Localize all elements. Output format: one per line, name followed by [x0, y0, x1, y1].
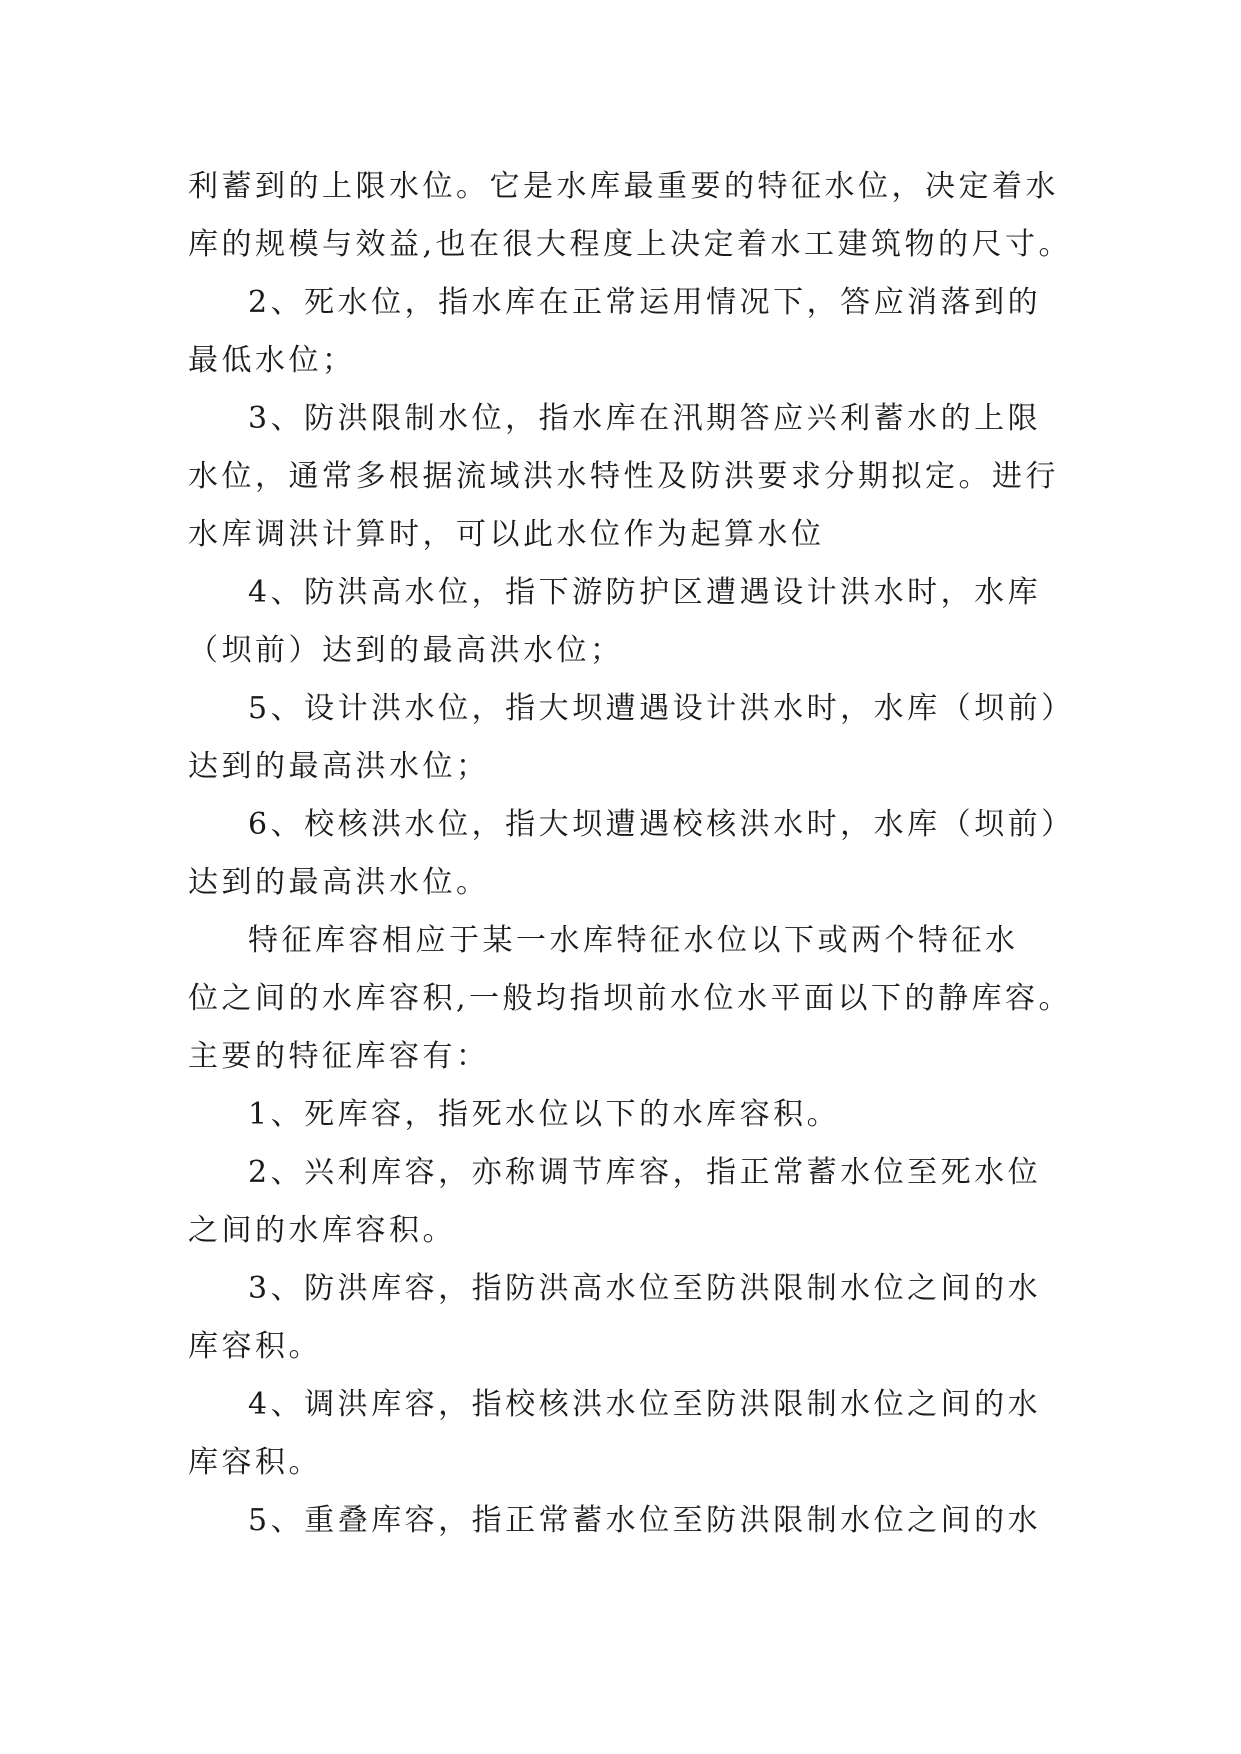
text-line: （坝前）达到的最高洪水位； [188, 633, 624, 668]
text-line: 库的规模与效益,也在很大程度上决定着水工建筑物的尺寸。 [188, 227, 1073, 262]
text-line: 4、调洪库容，指校核洪水位至防洪限制水位之间的水 [248, 1387, 1042, 1422]
text-line: 2、兴利库容，亦称调节库容，指正常蓄水位至死水位 [248, 1155, 1042, 1190]
text-line: 主要的特征库容有： [188, 1039, 490, 1074]
text-line: 最低水位； [188, 343, 356, 378]
text-line: 达到的最高洪水位； [188, 749, 490, 784]
text-line: 之间的水库容积。 [188, 1213, 456, 1248]
text-line: 达到的最高洪水位。 [188, 865, 490, 900]
text-line: 1、死库容，指死水位以下的水库容积。 [248, 1097, 841, 1132]
text-line: 库容积。 [188, 1329, 322, 1364]
text-line: 6、校核洪水位，指大坝遭遇校核洪水时，水库（坝前） [248, 807, 1075, 842]
text-line: 水库调洪计算时，可以此水位作为起算水位 [188, 517, 825, 552]
text-line: 4、防洪高水位，指下游防护区遭遇设计洪水时，水库 [248, 575, 1042, 610]
text-line: 5、设计洪水位，指大坝遭遇设计洪水时，水库（坝前） [248, 691, 1075, 726]
text-line: 3、防洪库容，指防洪高水位至防洪限制水位之间的水 [248, 1271, 1042, 1306]
text-line: 特征库容相应于某一水库特征水位以下或两个特征水 [248, 923, 1019, 958]
text-line: 库容积。 [188, 1445, 322, 1480]
text-line: 3、防洪限制水位，指水库在汛期答应兴利蓄水的上限 [248, 401, 1042, 436]
text-line: 2、死水位，指水库在正常运用情况下，答应消落到的 [248, 285, 1042, 320]
text-line: 位之间的水库容积,一般均指坝前水位水平面以下的静库容。 [188, 981, 1073, 1016]
text-line: 利蓄到的上限水位。它是水库最重要的特征水位，决定着水 [188, 169, 1059, 204]
document-body [188, 158, 1075, 1550]
text-line: 水位，通常多根据流域洪水特性及防洪要求分期拟定。进行 [188, 459, 1059, 494]
text-line: 5、重叠库容，指正常蓄水位至防洪限制水位之间的水 [248, 1503, 1042, 1538]
